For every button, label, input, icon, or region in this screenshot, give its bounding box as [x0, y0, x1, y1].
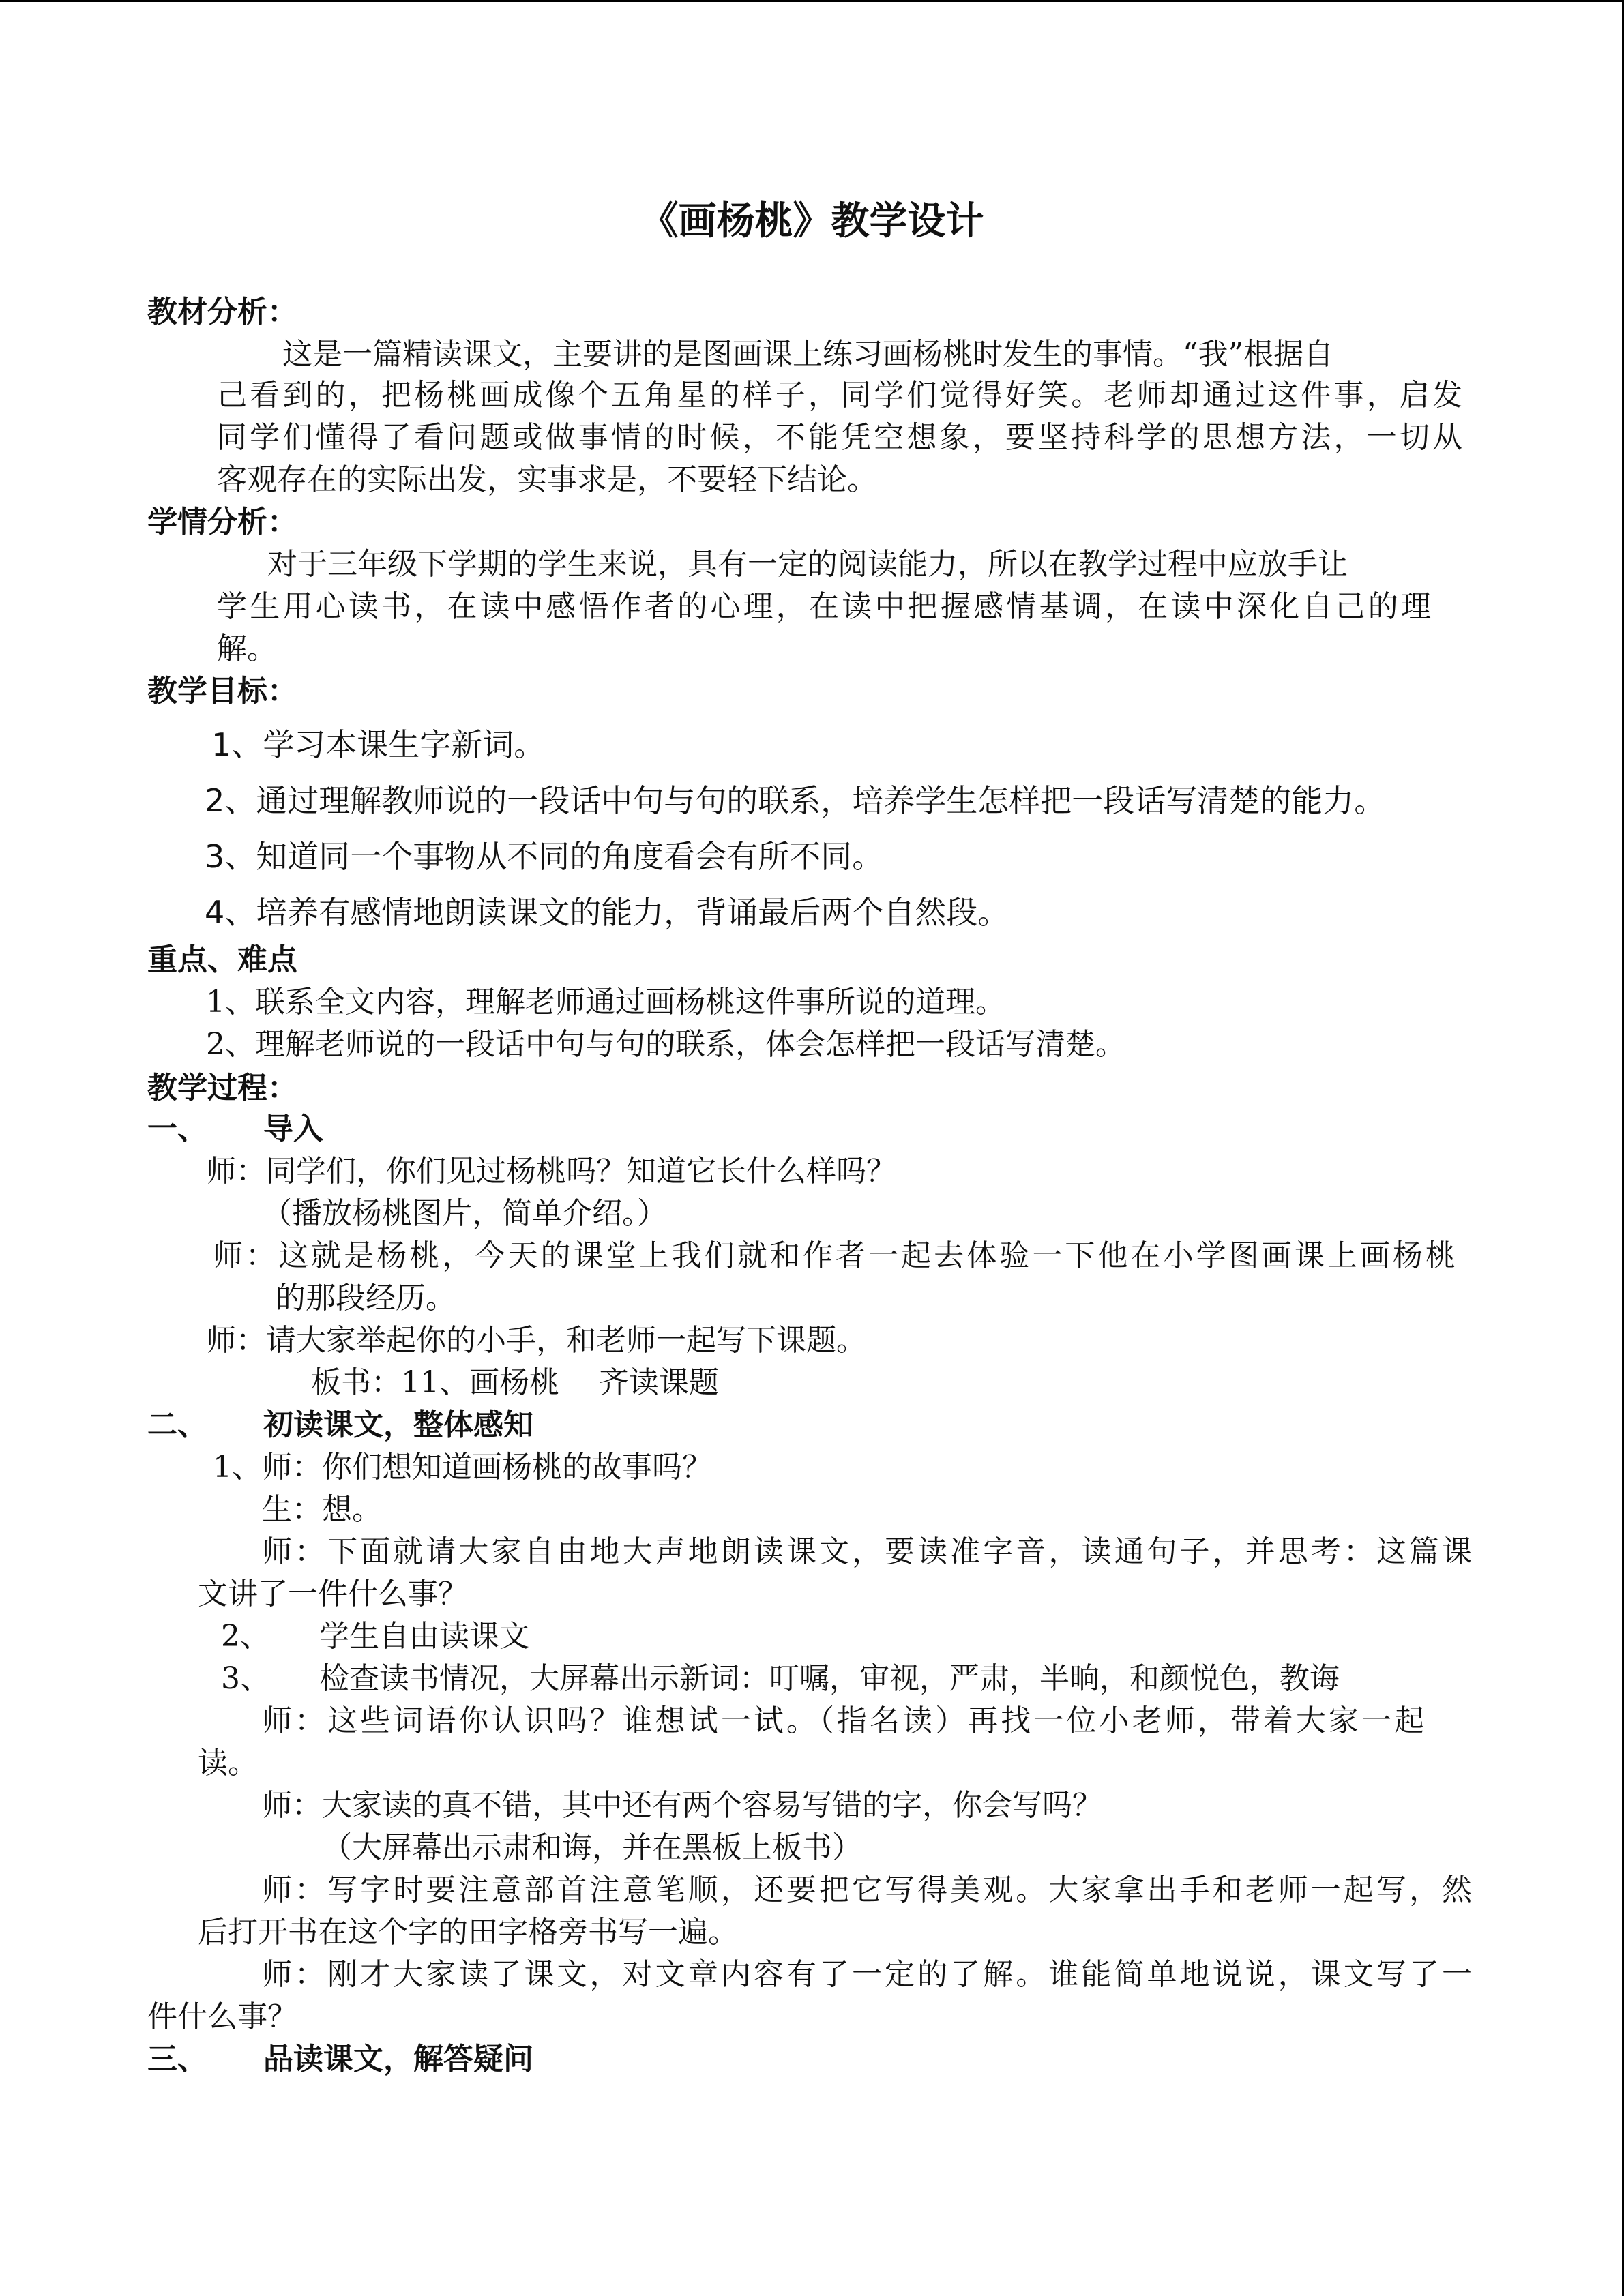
- section-1-line-4: 的那段经历。: [276, 1281, 456, 1315]
- section-1-number: 一、: [147, 1112, 207, 1146]
- student-analysis-line-1: 对于三年级下学期的学生来说，具有一定的阅读能力，所以在教学过程中应放手让: [267, 547, 1348, 582]
- section-2-line-12: （大屏幕出示肃和诲，并在黑板上板书）: [322, 1830, 862, 1865]
- section-2-line-10: 读。: [198, 1746, 258, 1780]
- section-2-line-4: 文讲了一件什么事？: [198, 1577, 468, 1611]
- student-analysis-line-2: 学生用心读书，在读中感悟作者的心理，在读中把握感情基调，在读中深化自己的理: [217, 589, 1431, 624]
- section-1-line-3: 师：这就是杨桃，今天的课堂上我们就和作者一起去体验一下他在小学图画课上画杨桃: [213, 1238, 1456, 1273]
- student-analysis-heading: 学情分析：: [147, 505, 297, 539]
- section-2-line-11: 师：大家读的真不错，其中还有两个容易写错的字，你会写吗？: [262, 1788, 1102, 1823]
- section-2-line-2: 生：想。: [262, 1492, 382, 1527]
- key-points-heading: 重点、难点: [147, 942, 297, 977]
- section-2-line-16: 件什么事？: [147, 1999, 297, 2034]
- section-2-line-14: 后打开书在这个字的田字格旁书写一遍。: [198, 1915, 738, 1950]
- material-analysis-heading: 教材分析：: [147, 295, 297, 329]
- section-2-line-9: 师：这些词语你认识吗？谁想试一试。（指名读）再找一位小老师，带着大家一起: [262, 1703, 1424, 1738]
- section-2-item-3-text: 检查读书情况，大屏幕出示新词：叮嘱，审视，严肃，半晌，和颜悦色，教诲: [319, 1661, 1340, 1696]
- key-point-item-2: 2、理解老师说的一段话中句与句的联系，体会怎样把一段话写清楚。: [206, 1027, 1125, 1062]
- section-2-line-1: 1、师：你们想知道画杨桃的故事吗？: [213, 1450, 712, 1485]
- section-1-line-1: 师：同学们，你们见过杨桃吗？知道它长什么样吗？: [206, 1154, 896, 1189]
- section-2-line-13: 师：写字时要注意部首注意笔顺，还要把它写得美观。大家拿出手和老师一起写，然: [262, 1873, 1472, 1907]
- section-3-title: 品读课文，解答疑问: [263, 2042, 533, 2076]
- material-analysis-line-3: 同学们懂得了看问题或做事情的时候，不能凭空想象，要坚持科学的思想方法，一切从: [217, 420, 1462, 455]
- objective-item-3: 3、知道同一个事物从不同的角度看会有所不同。: [205, 838, 884, 875]
- objective-item-1: 1、学习本课生字新词。: [211, 726, 546, 763]
- material-analysis-line-4: 客观存在的实际出发，实事求是，不要轻下结论。: [217, 462, 877, 497]
- section-2-item-3-number: 3、: [221, 1661, 270, 1696]
- objectives-heading: 教学目标：: [147, 674, 297, 709]
- section-2-title: 初读课文，整体感知: [263, 1407, 533, 1442]
- section-3-number: 三、: [147, 2042, 207, 2076]
- material-analysis-line-2: 己看到的，把杨桃画成像个五角星的样子，同学们觉得好笑。老师却通过这件事，启发: [217, 378, 1462, 413]
- objective-item-2: 2、通过理解教师说的一段话中句与句的联系，培养学生怎样把一段话写清楚的能力。: [205, 782, 1386, 819]
- section-2-item-2-number: 2、: [221, 1619, 270, 1654]
- section-2-number: 二、: [147, 1407, 207, 1442]
- material-analysis-line-1: 这是一篇精读课文，主要讲的是图画课上练习画杨桃时发生的事情。“我”根据自: [282, 337, 1333, 372]
- document-title: 《画杨桃》教学设计: [640, 199, 984, 243]
- key-point-item-1: 1、联系全文内容，理解老师通过画杨桃这件事所说的道理。: [206, 985, 1005, 1019]
- section-2-item-2-text: 学生自由读课文: [319, 1619, 529, 1654]
- section-2-line-15: 师：刚才大家读了课文，对文章内容有了一定的了解。谁能简单地说说，课文写了一: [262, 1957, 1472, 1992]
- section-2-line-3: 师：下面就请大家自由地大声地朗读课文，要读准字音，读通句子，并思考：这篇课: [262, 1534, 1472, 1569]
- page-border-top: [0, 0, 1624, 2]
- objective-item-4: 4、培养有感情地朗读课文的能力，背诵最后两个自然段。: [205, 894, 1009, 931]
- section-1-line-6: 板书：11、画杨桃 齐读课题: [311, 1365, 719, 1400]
- process-heading: 教学过程：: [147, 1071, 297, 1105]
- student-analysis-line-3: 解。: [217, 631, 277, 666]
- section-1-line-5: 师：请大家举起你的小手，和老师一起写下课题。: [206, 1323, 866, 1358]
- section-1-line-2: （播放杨桃图片，简单介绍。）: [262, 1196, 667, 1231]
- section-1-title: 导入: [263, 1112, 323, 1146]
